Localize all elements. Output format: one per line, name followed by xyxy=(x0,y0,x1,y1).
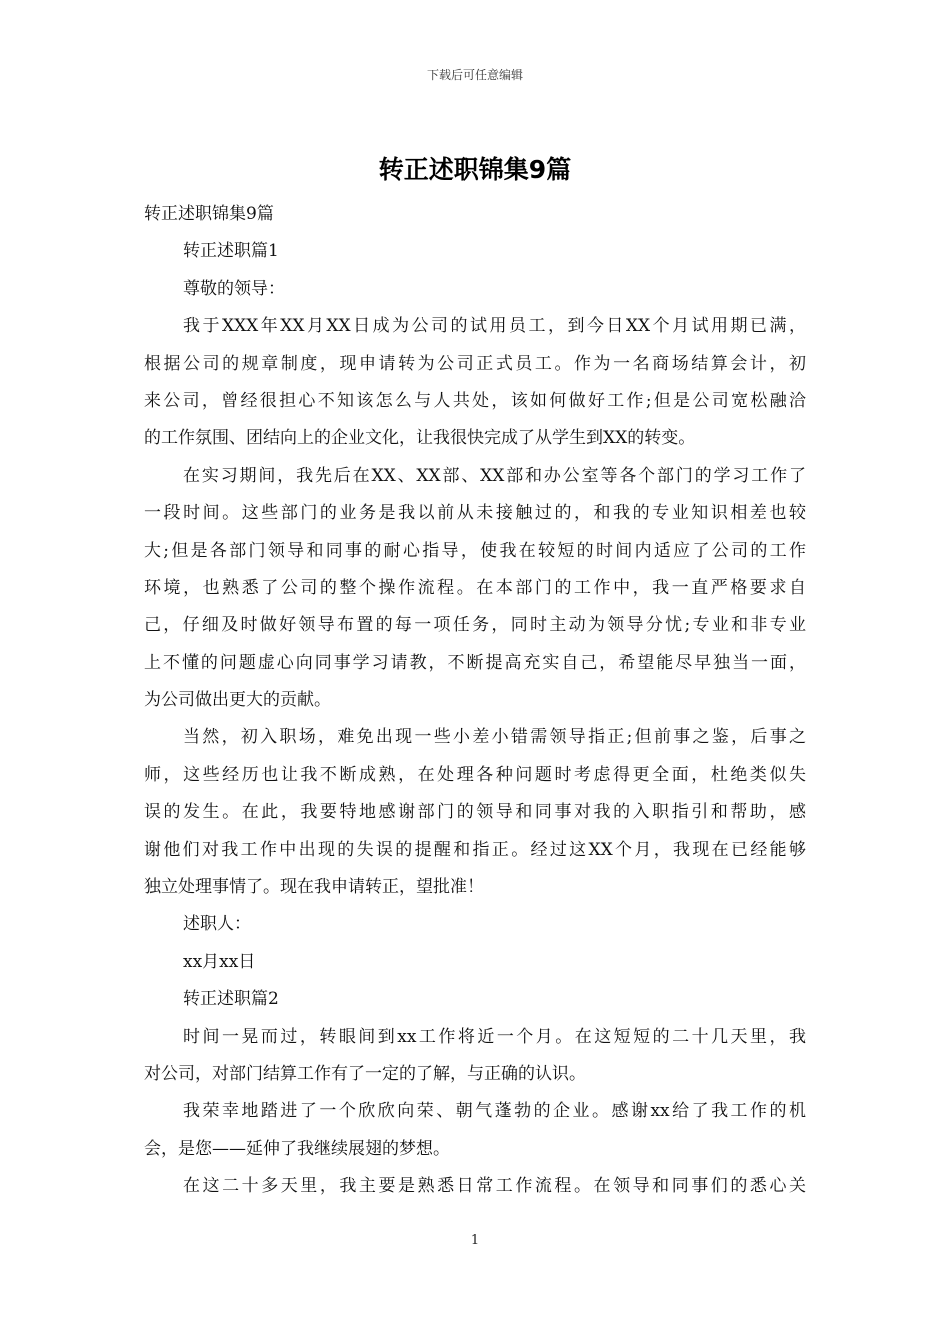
page-number: 1 xyxy=(470,1233,480,1248)
text-line: 转正述职锦集9篇 xyxy=(144,204,274,224)
text-line: 根据公司的规章制度，现申请转为公司正式员工。作为一名商场结算会计，初 xyxy=(144,353,806,374)
text-line: 转正述职篇1 xyxy=(183,241,279,262)
text-line: 误的发生。在此，我要特地感谢部门的领导和同事对我的入职指引和帮助，感 xyxy=(144,802,806,823)
text-line: 时间一晃而过，转眼间到xx工作将近一个月。在这短短的二十几天里，我 xyxy=(183,1026,806,1047)
text-line: 为公司做出更大的贡献。 xyxy=(144,690,331,711)
header-note: 下载后可任意编辑 xyxy=(426,68,523,82)
text-line: 己，仔细及时做好领导布置的每一项任务，同时主动为领导分忧;专业和非专业 xyxy=(144,615,806,636)
text-line: 上不懂的问题虚心向同事学习请教，不断提高充实自己，希望能尽早独当一面， xyxy=(144,652,806,673)
text-line: 当然，初入职场，难免出现一些小差小错需领导指正;但前事之鉴，后事之 xyxy=(183,727,806,748)
text-line: 师，这些经历也让我不断成熟，在处理各种问题时考虑得更全面，杜绝类似失 xyxy=(144,764,806,785)
text-line: 转正述职篇2 xyxy=(183,989,279,1010)
document-title: 转正述职锦集9篇 xyxy=(378,155,572,184)
text-line: 一段时间。这些部门的业务是我以前从未接触过的，和我的专业知识相差也较 xyxy=(144,503,806,524)
text-line: 对公司，对部门结算工作有了一定的了解，与正确的认识。 xyxy=(144,1063,586,1084)
text-line: 环境，也熟悉了公司的整个操作流程。在本部门的工作中，我一直严格要求自 xyxy=(144,577,806,598)
text-line: 述职人： xyxy=(183,914,251,935)
text-line: 在这二十多天里，我主要是熟悉日常工作流程。在领导和同事们的悉心关 xyxy=(183,1176,806,1197)
text-line: 在实习期间，我先后在XX、XX部、XX部和办公室等各个部门的学习工作了 xyxy=(183,465,806,486)
text-line: 来公司，曾经很担心不知该怎么与人共处，该如何做好工作;但是公司宽松融洽 xyxy=(144,390,806,411)
text-line: 独立处理事情了。现在我申请转正，望批准！ xyxy=(144,877,484,898)
text-line: 大;但是各部门领导和同事的耐心指导，使我在较短的时间内适应了公司的工作 xyxy=(144,540,806,561)
text-line: 我荣幸地踏进了一个欣欣向荣、朝气蓬勃的企业。感谢xx给了我工作的机 xyxy=(183,1101,806,1122)
text-line: 尊敬的领导： xyxy=(183,278,285,299)
text-line: 我于XXX年XX月XX日成为公司的试用员工，到今日XX个月试用期已满， xyxy=(183,316,806,337)
text-line: 谢他们对我工作中出现的失误的提醒和指正。经过这XX个月，我现在已经能够 xyxy=(144,839,806,860)
text-line: xx月xx日 xyxy=(183,951,256,972)
text-line: 的工作氛围、团结向上的企业文化，让我很快完成了从学生到XX的转变。 xyxy=(144,428,696,449)
document-body xyxy=(144,196,806,1206)
text-line: 会，是您——延伸了我继续展翅的梦想。 xyxy=(144,1138,450,1159)
